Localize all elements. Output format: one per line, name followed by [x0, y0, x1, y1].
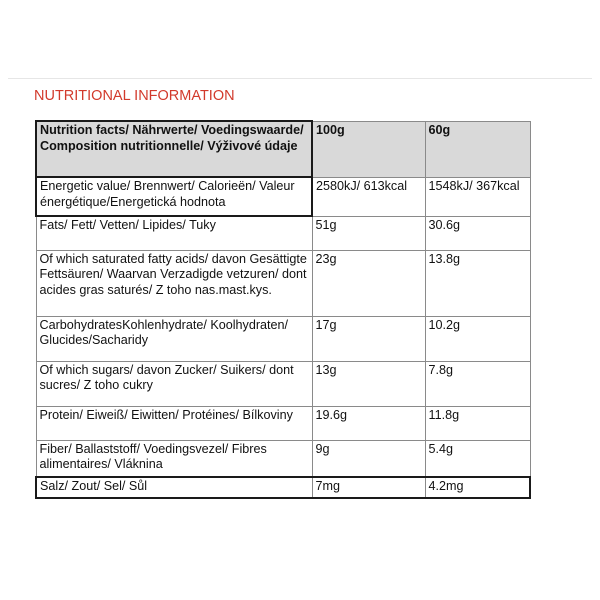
row-value-60g: 13.8g [425, 250, 530, 316]
row-label-fats: Fats/ Fett/ Vetten/ Lipides/ Tuky [36, 216, 312, 250]
table-row [36, 477, 530, 499]
row-value-100g: 51g [312, 216, 425, 250]
table-row [36, 316, 530, 361]
table-row [36, 440, 530, 477]
row-value-100g: 7mg [312, 477, 425, 499]
header-100g: 100g [312, 121, 425, 177]
row-label-protein: Protein/ Eiweiß/ Eiwitten/ Protéines/ Bílkoviny [36, 406, 312, 440]
header-60g: 60g [425, 121, 530, 177]
row-value-100g: 17g [312, 316, 425, 361]
row-value-100g: 9g [312, 440, 425, 477]
row-value-100g: 23g [312, 250, 425, 316]
table-row [36, 361, 530, 406]
top-divider [8, 78, 592, 79]
section-title: NUTRITIONAL INFORMATION [34, 88, 235, 104]
nutrition-table [35, 120, 531, 499]
row-label-fiber: Fiber/ Ballaststoff/ Voedingsvezel/ Fibres alimentaires/ Vláknina [36, 440, 312, 477]
row-value-60g: 1548kJ/ 367kcal [425, 177, 530, 216]
table-header-row [36, 121, 530, 177]
row-value-100g: 2580kJ/ 613kcal [312, 177, 425, 216]
row-value-60g: 4.2mg [425, 477, 530, 499]
row-value-100g: 13g [312, 361, 425, 406]
row-label-carbohydrates: CarbohydratesKohlenhydrate/ Koolhydraten/ Glucides/Sacharidy [36, 316, 312, 361]
table-row [36, 177, 530, 216]
row-label-salt: Salz/ Zout/ Sel/ Sůl [36, 477, 312, 499]
row-value-60g: 7.8g [425, 361, 530, 406]
header-nutrition-facts: Nutrition facts/ Nährwerte/ Voedingswaarde/ Composition nutritionnelle/ Výživové údaje [36, 121, 312, 177]
row-value-60g: 30.6g [425, 216, 530, 250]
table-row [36, 216, 530, 250]
table-row [36, 250, 530, 316]
row-value-60g: 11.8g [425, 406, 530, 440]
row-label-energy: Energetic value/ Brennwert/ Calorieën/ Valeur énergétique/Energetická hodnota [36, 177, 312, 216]
table-row [36, 406, 530, 440]
row-label-saturated: Of which saturated fatty acids/ davon Gesättigte Fettsäuren/ Waarvan Verzadigde vetzuren/ dont acides gras saturés/ Z toho nas.mast.kys. [36, 250, 312, 316]
row-value-60g: 5.4g [425, 440, 530, 477]
row-value-100g: 19.6g [312, 406, 425, 440]
row-value-60g: 10.2g [425, 316, 530, 361]
row-label-sugars: Of which sugars/ davon Zucker/ Suikers/ dont sucres/ Z toho cukry [36, 361, 312, 406]
